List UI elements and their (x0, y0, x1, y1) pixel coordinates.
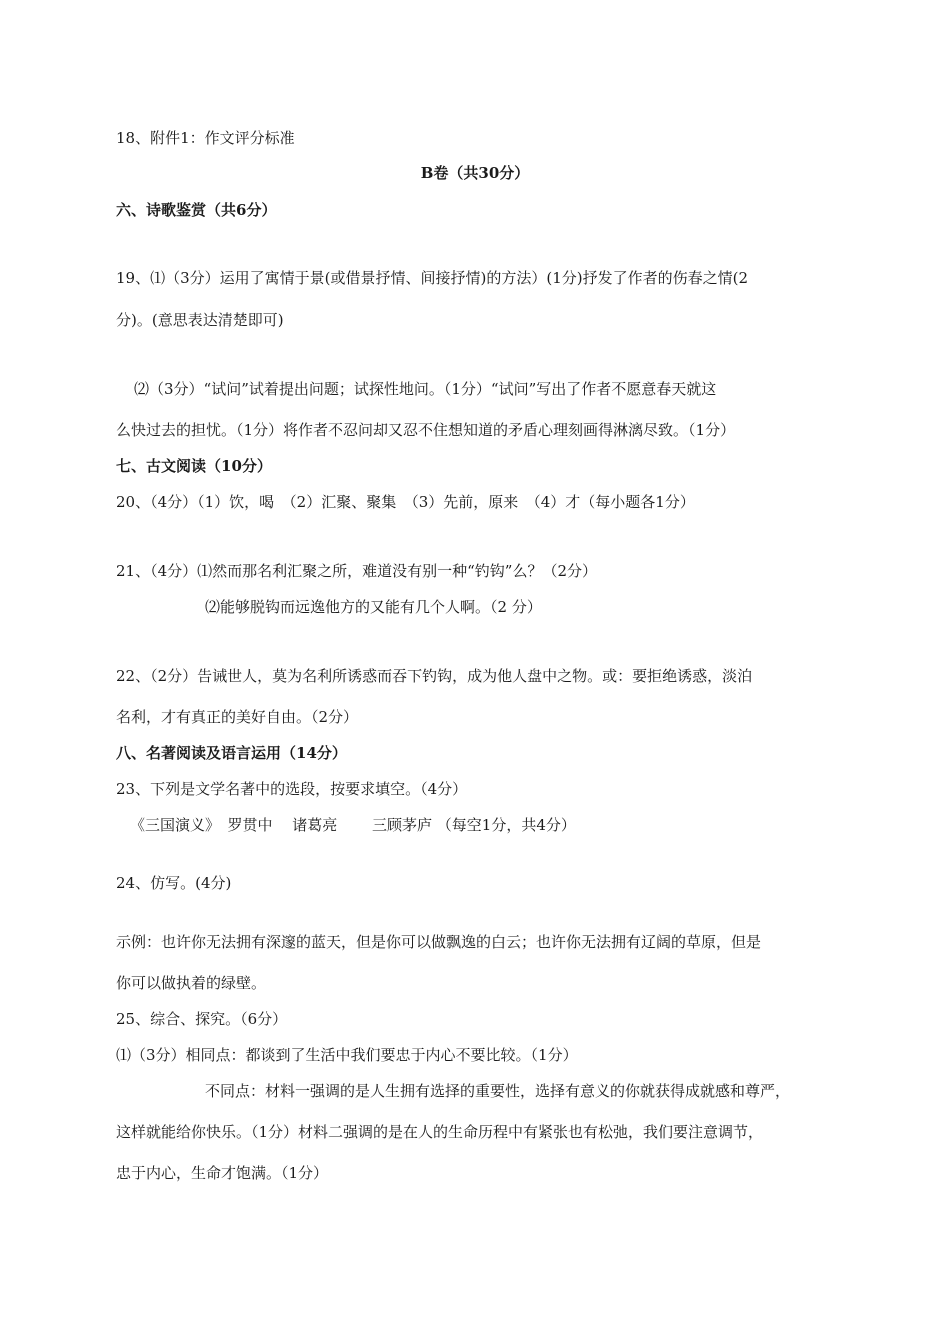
q24-example-line-2: 你可以做执着的绿壁。 (116, 974, 267, 992)
q21-line-2: ⑵能够脱钩而远逸他方的又能有几个人啊。（2 分） (205, 598, 542, 616)
q20-line: 20、（4分）（1）饮，喝 （2）汇聚、聚集 （3）先前，原来 （4）才（每小题各1分） (116, 493, 695, 511)
q25-answer-line-4: 忠于内心，生命才饱满。（1分） (116, 1164, 329, 1182)
q22-line-1: 22、（2分）告诫世人，莫为名利所诱惑而吞下钓钩，成为他人盘中之物。或：要拒绝诱惑，淡泊 (116, 667, 753, 685)
section-8-heading: 八、名著阅读及语言运用（14分） (116, 744, 347, 762)
q19-line-3: ⑵（3分）“试问”试着提出问题；试探性地问。（1分）“试问”写出了作者不愿意春天就这 (134, 380, 717, 398)
section-6-heading: 六、诗歌鉴赏（共6分） (116, 201, 277, 219)
q24-line: 24、仿写。(4分) (116, 874, 232, 892)
volume-b-heading: B卷（共30分） (420, 164, 530, 182)
q21-line-1: 21、（4分）⑴然而那名利汇聚之所，难道没有别一种“钓钩”么？（2分） (116, 562, 598, 580)
q24-example-line-1: 示例：也许你无法拥有深邃的蓝天，但是你可以做飘逸的白云；也许你无法拥有辽阔的草原，但是 (116, 933, 762, 951)
q23-line: 23、下列是文学名著中的选段，按要求填空。（4分） (116, 780, 468, 798)
q25-answer-line-2: 不同点：材料一强调的是人生拥有选择的重要性，选择有意义的你就获得成就感和尊严， (205, 1082, 791, 1100)
q19-line-1: 19、⑴（3分）运用了寓情于景(或借景抒情、间接抒情)的方法）(1分)抒发了作者的伤春之情(2 (116, 269, 748, 287)
q22-line-2: 名利，才有真正的美好自由。（2分） (116, 708, 359, 726)
q23-answer-line: 《三国演义》 罗贯中 诸葛亮 三顾茅庐 （每空1分，共4分） (130, 816, 576, 834)
q25-answer-line-1: ⑴（3分）相同点：都谈到了生活中我们要忠于内心不要比较。（1分） (116, 1046, 578, 1064)
q19-line-2: 分)。(意思表达清楚即可) (116, 311, 284, 329)
q19-line-4: 么快过去的担忧。（1分）将作者不忍问却又忍不住想知道的矛盾心理刻画得淋漓尽致。（1分） (116, 421, 736, 439)
q25-answer-line-3: 这样就能给你快乐。（1分）材料二强调的是在人的生命历程中有紧张也有松弛，我们要注意调节， (116, 1123, 764, 1141)
section-7-heading: 七、古文阅读（10分） (116, 457, 272, 475)
item-18-line: 18、附件1：作文评分标准 (116, 129, 295, 147)
q25-line: 25、综合、探究。（6分） (116, 1010, 288, 1028)
